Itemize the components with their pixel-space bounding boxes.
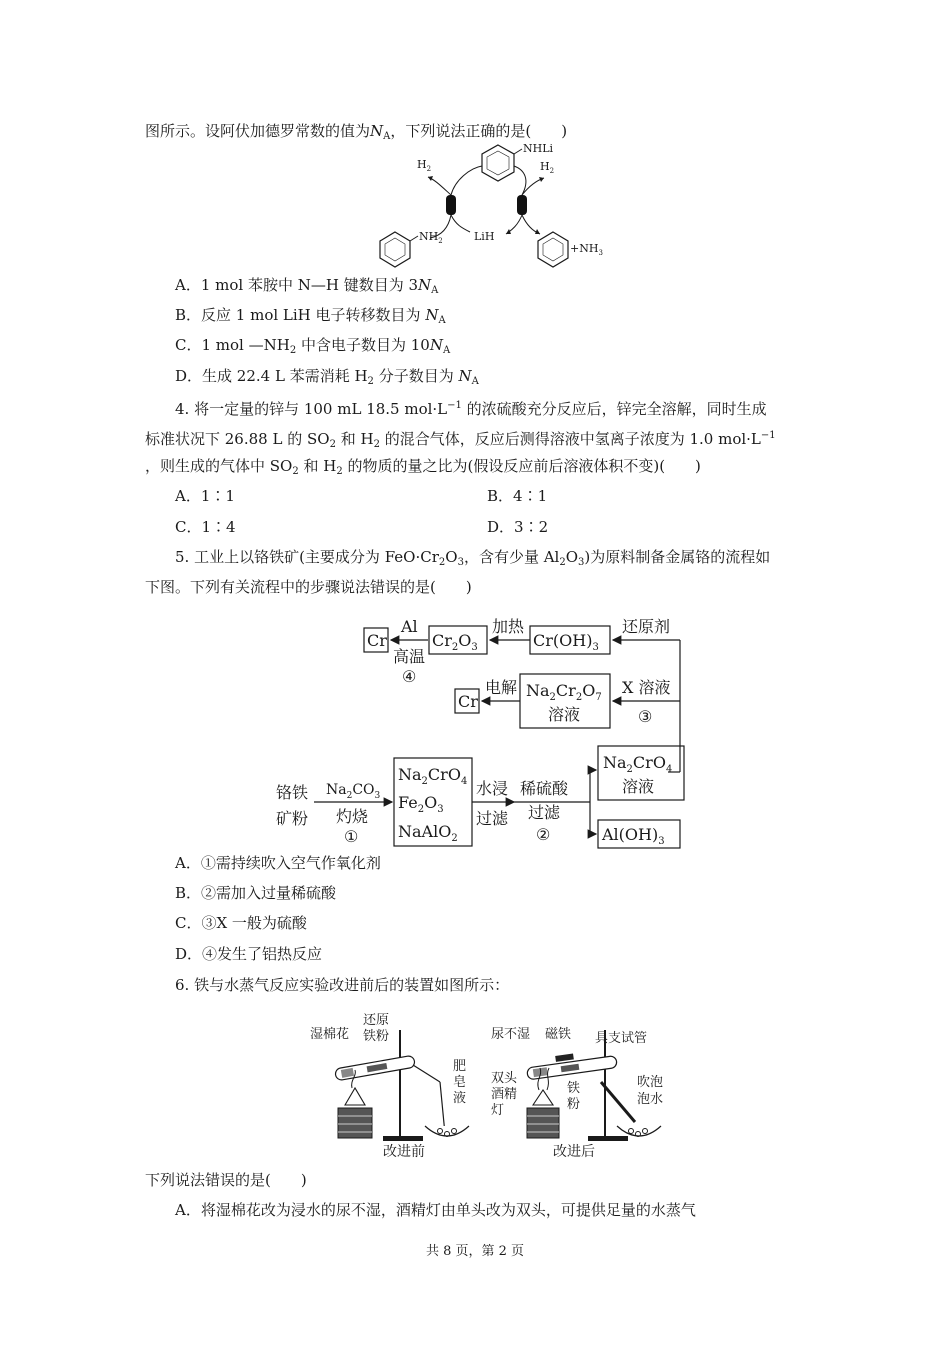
q6-question: 下列说法错误的是( ) xyxy=(145,1171,307,1189)
nh3-label: $+NH_3$ xyxy=(570,242,603,257)
catalytic-cycle-diagram xyxy=(370,140,620,265)
catalyst-block-right xyxy=(517,195,527,215)
label-tie-2: 粉 xyxy=(567,1097,581,1112)
q4-stem-line2: 标准状况下 26.88 L 的 $SO_2$ 和 $H_2$ 的混合气体，反应后测得溶液中氢离子浓度为 1.0 $mol\cdot L^{-1}$ xyxy=(145,430,776,450)
flow-gaowen: 高温 xyxy=(393,647,426,666)
flow-rongye-2: 溶液 xyxy=(622,777,655,796)
h2-right-label: $H_2$ xyxy=(540,160,555,175)
flow-step2: ② xyxy=(536,825,551,844)
flow-tiekuang-1: 铬铁 xyxy=(276,783,309,802)
label-niaobushi: 尿不湿 xyxy=(491,1027,531,1042)
iron-steam-apparatus xyxy=(305,1010,675,1160)
q5-option-d: D．④发生了铝热反应 xyxy=(175,945,323,963)
flow-guolv-2: 过滤 xyxy=(528,803,561,822)
flow-dianjie: 电解 xyxy=(485,678,518,697)
lih-label: LiH xyxy=(474,230,495,243)
flow-shuijin: 水浸 xyxy=(476,779,509,798)
flow-rongye-1: 溶液 xyxy=(548,705,581,724)
label-shuangtou-1: 双头 xyxy=(491,1071,518,1086)
flow-na2cro4-sol: $Na_2CrO_4$ xyxy=(603,753,673,775)
page-footer: 共 8 页，第 2 页 xyxy=(425,1244,525,1259)
catalyst-block-left xyxy=(446,195,456,215)
flow-tiekuang-2: 矿粉 xyxy=(276,809,309,828)
q3-intro: 图所示。设阿伏加德罗常数的值为$N_A$，下列说法正确的是( ) xyxy=(145,122,568,142)
flow-zhuoshao: 灼烧 xyxy=(336,807,369,826)
q5-stem-line2: 下图。下列有关流程中的步骤说法错误的是( ) xyxy=(145,578,472,596)
flow-cr-mid: Cr xyxy=(458,692,478,711)
q6-option-a: A．将湿棉花改为浸水的尿不湿，酒精灯由单头改为双头，可提供足量的水蒸气 xyxy=(175,1201,696,1219)
label-feizao-1: 肥 xyxy=(453,1059,467,1074)
label-citie: 磁铁 xyxy=(545,1027,572,1042)
flow-xiliusuan: 稀硫酸 xyxy=(520,779,569,798)
chromium-process-flow xyxy=(260,612,710,852)
q5-option-a: A．①需持续吹入空气作氧化剂 xyxy=(175,854,381,872)
flow-step1: ① xyxy=(344,827,359,846)
q3-option-c: C．1 mol $—NH_2$ 中含电子数目为 $10N_A$ xyxy=(175,336,451,356)
benzene-ring-left xyxy=(380,232,410,267)
flow-na2cr2o7: $Na_2Cr_2O_7$ xyxy=(526,681,602,703)
nhli-label: NHLi xyxy=(523,142,554,155)
label-feizao-3: 液 xyxy=(453,1091,467,1106)
q4-option-d: D．3∶2 xyxy=(487,518,549,536)
q4-option-b: B．4∶1 xyxy=(487,487,548,505)
flow-huanyuanji: 还原剂 xyxy=(622,617,671,636)
caption-before: 改进前 xyxy=(383,1144,425,1160)
nh2-label: $NH_2$ xyxy=(419,230,443,245)
label-shimianhua: 湿棉花 xyxy=(310,1027,350,1042)
flow-na2cro4-mix: $Na_2CrO_4$ xyxy=(398,765,468,787)
benzene-ring-right xyxy=(538,232,568,267)
label-chuipao-1: 吹泡 xyxy=(637,1075,664,1090)
q6-stem: 6. 铁与水蒸气反应实验改进前后的装置如图所示： xyxy=(175,976,510,994)
q3-option-a: A．1 mol 苯胺中 N—H 键数目为 $3N_A$ xyxy=(175,276,439,296)
q5-option-b: B．②需加入过量稀硫酸 xyxy=(175,884,337,902)
flow-na2co3: $Na_2CO_3$ xyxy=(326,782,381,801)
flow-x-rongye: X 溶液 xyxy=(622,678,671,697)
label-feizao-2: 皂 xyxy=(453,1075,467,1090)
q4-stem-line1: 4. 将一定量的锌与 100 mL 18.5 $mol\cdot L^{-1}$ 的浓硫酸充分反应后，锌完全溶解，同时生成 xyxy=(175,400,767,418)
flow-naalo2: NaAlO$_2$ xyxy=(398,822,458,844)
flow-fe2o3: $Fe_2O_3$ xyxy=(398,793,444,815)
label-juzhi: 具支试管 xyxy=(595,1031,648,1046)
flow-al: Al xyxy=(401,617,418,636)
q4-option-a: A．1∶1 xyxy=(175,487,235,505)
h2-left-label: $H_2$ xyxy=(417,158,432,173)
label-huanyuan: 还原 xyxy=(363,1013,390,1028)
q4-stem-line3: ，则生成的气体中 $SO_2$ 和 $H_2$ 的物质的量之比为(假设反应前后溶液体积不变)( ) xyxy=(145,457,701,477)
q4-option-c: C．1∶4 xyxy=(175,518,236,536)
q5-option-c: C．③X 一般为硫酸 xyxy=(175,914,307,932)
label-chuipao-2: 泡水 xyxy=(637,1092,664,1107)
label-tiefen-left: 铁粉 xyxy=(363,1029,390,1044)
flow-cr-top: Cr xyxy=(367,631,387,650)
flow-step4: ④ xyxy=(402,667,417,686)
q5-stem-line1: 5. 工业上以铬铁矿(主要成分为 $FeO\cdot Cr_2O_3$，含有少量 $Al_2O_3$)为原料制备金属铬的流程如 xyxy=(175,548,771,568)
q3-option-d: D．生成 22.4 L 苯需消耗 $H_2$ 分子数目为 $N_A$ xyxy=(175,367,479,387)
flow-step3: ③ xyxy=(638,707,653,726)
flow-cr2o3: $Cr_2O_3$ xyxy=(432,631,478,653)
label-tie-1: 铁 xyxy=(567,1081,581,1096)
caption-after: 改进后 xyxy=(553,1144,595,1160)
q3-option-b: B．反应 1 mol LiH 电子转移数目为 $N_A$ xyxy=(175,306,446,326)
flow-jiare: 加热 xyxy=(492,617,525,636)
flow-guolv-1: 过滤 xyxy=(476,809,509,828)
label-shuangtou-3: 灯 xyxy=(491,1103,505,1118)
label-shuangtou-2: 酒精 xyxy=(491,1087,518,1102)
flow-croh3: $Cr(OH)_3$ xyxy=(533,631,599,653)
flow-aloh3: $Al(OH)_3$ xyxy=(602,825,665,847)
